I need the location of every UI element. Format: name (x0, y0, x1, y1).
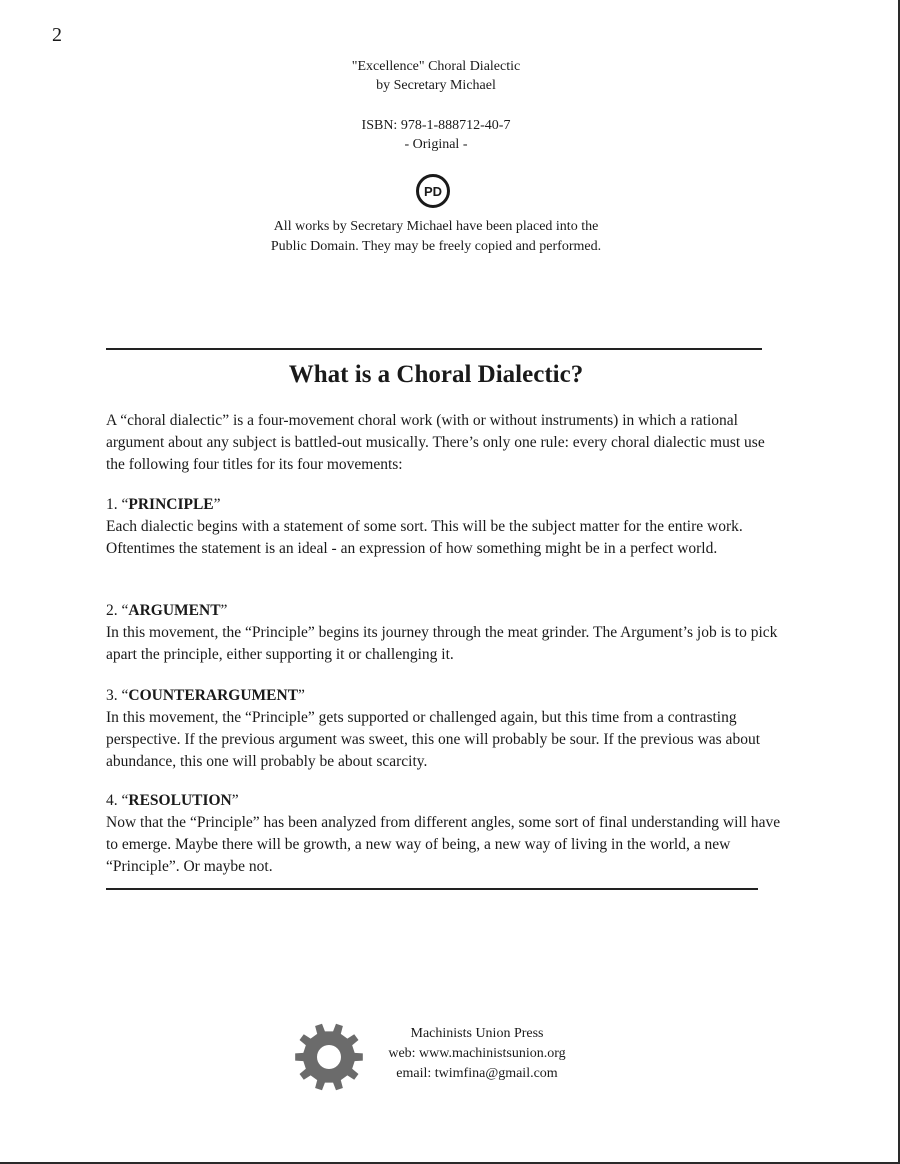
gear-icon (294, 1022, 364, 1092)
movement-3-text: In this movement, the “Principle” gets supported or challenged again, but this time from a contrasting perspective. If the previous argument was sweet, this one will probably be sour. If the previous was about abundance, this one will probably be about scarcity. (106, 709, 760, 770)
edition: - Original - (404, 137, 468, 152)
pd-badge-label: PD (423, 184, 443, 199)
movement-4-name: RESOLUTION (128, 792, 232, 809)
public-domain-notice (0, 217, 872, 257)
movement-1-name: PRINCIPLE (128, 496, 214, 513)
author-line: by Secretary Michael (376, 78, 496, 93)
publisher-info (372, 1024, 582, 1084)
intro-paragraph: A “choral dialectic” is a four-movement choral work (with or without instruments) in which a rational argument about any subject is battled-out musically. There’s only one rule: every choral dialectic must use the following four titles for its four movements: (106, 412, 765, 473)
movement-4 (106, 790, 786, 878)
movement-3-number: 3. (106, 687, 118, 704)
movement-4-title: 4. “RESOLUTION” (106, 792, 239, 809)
section-heading: What is a Choral Dialectic? (288, 361, 584, 388)
movement-3-title: 3. “COUNTERARGUMENT” (106, 687, 305, 704)
publisher-name: Machinists Union Press (410, 1026, 544, 1041)
pd-notice-line-2: Public Domain. They may be freely copied and performed. (270, 239, 602, 254)
page-number: 2 (52, 24, 62, 46)
gear-hole (317, 1045, 341, 1069)
movement-2-title: 2. “ARGUMENT” (106, 602, 228, 619)
publisher-web: web: www.machinistsunion.org (388, 1046, 566, 1061)
movement-1-title: 1. “PRINCIPLE” (106, 496, 221, 513)
isbn: ISBN: 978-1-888712-40-7 (361, 118, 511, 133)
movement-3 (106, 685, 786, 773)
publisher-email: email: twimfina@gmail.com (396, 1066, 558, 1081)
movement-2-name: ARGUMENT (128, 602, 221, 619)
bottom-divider (106, 888, 758, 890)
public-domain-icon (415, 173, 451, 209)
work-title: "Excellence" Choral Dialectic (351, 59, 521, 74)
movement-2-text: In this movement, the “Principle” begins its journey through the meat grinder. The Argument’s job is to pick apart the principle, either supporting it or challenging it. (106, 624, 778, 663)
isbn-block (0, 116, 872, 154)
movement-4-number: 4. (106, 792, 118, 809)
title-block (0, 57, 872, 95)
movement-1-text: Each dialectic begins with a statement of some sort. This will be the subject matter for the entire work. Oftentimes the statement is an ideal - an expression of how something might be in a perfect world. (106, 518, 743, 557)
movement-3-name: COUNTERARGUMENT (128, 687, 299, 704)
movement-1 (106, 494, 786, 560)
pd-notice-line-1: All works by Secretary Michael have been placed into the (273, 219, 599, 234)
top-divider (106, 348, 762, 350)
movement-1-number: 1. (106, 496, 118, 513)
publisher-footer (294, 1022, 594, 1092)
movement-4-text: Now that the “Principle” has been analyzed from different angles, some sort of final understanding will have to emerge. Maybe there will be growth, a new way of being, a new way of living in the world, a new “Principle”. Or maybe not. (106, 814, 781, 875)
movement-2-number: 2. (106, 602, 118, 619)
movement-2 (106, 600, 786, 666)
